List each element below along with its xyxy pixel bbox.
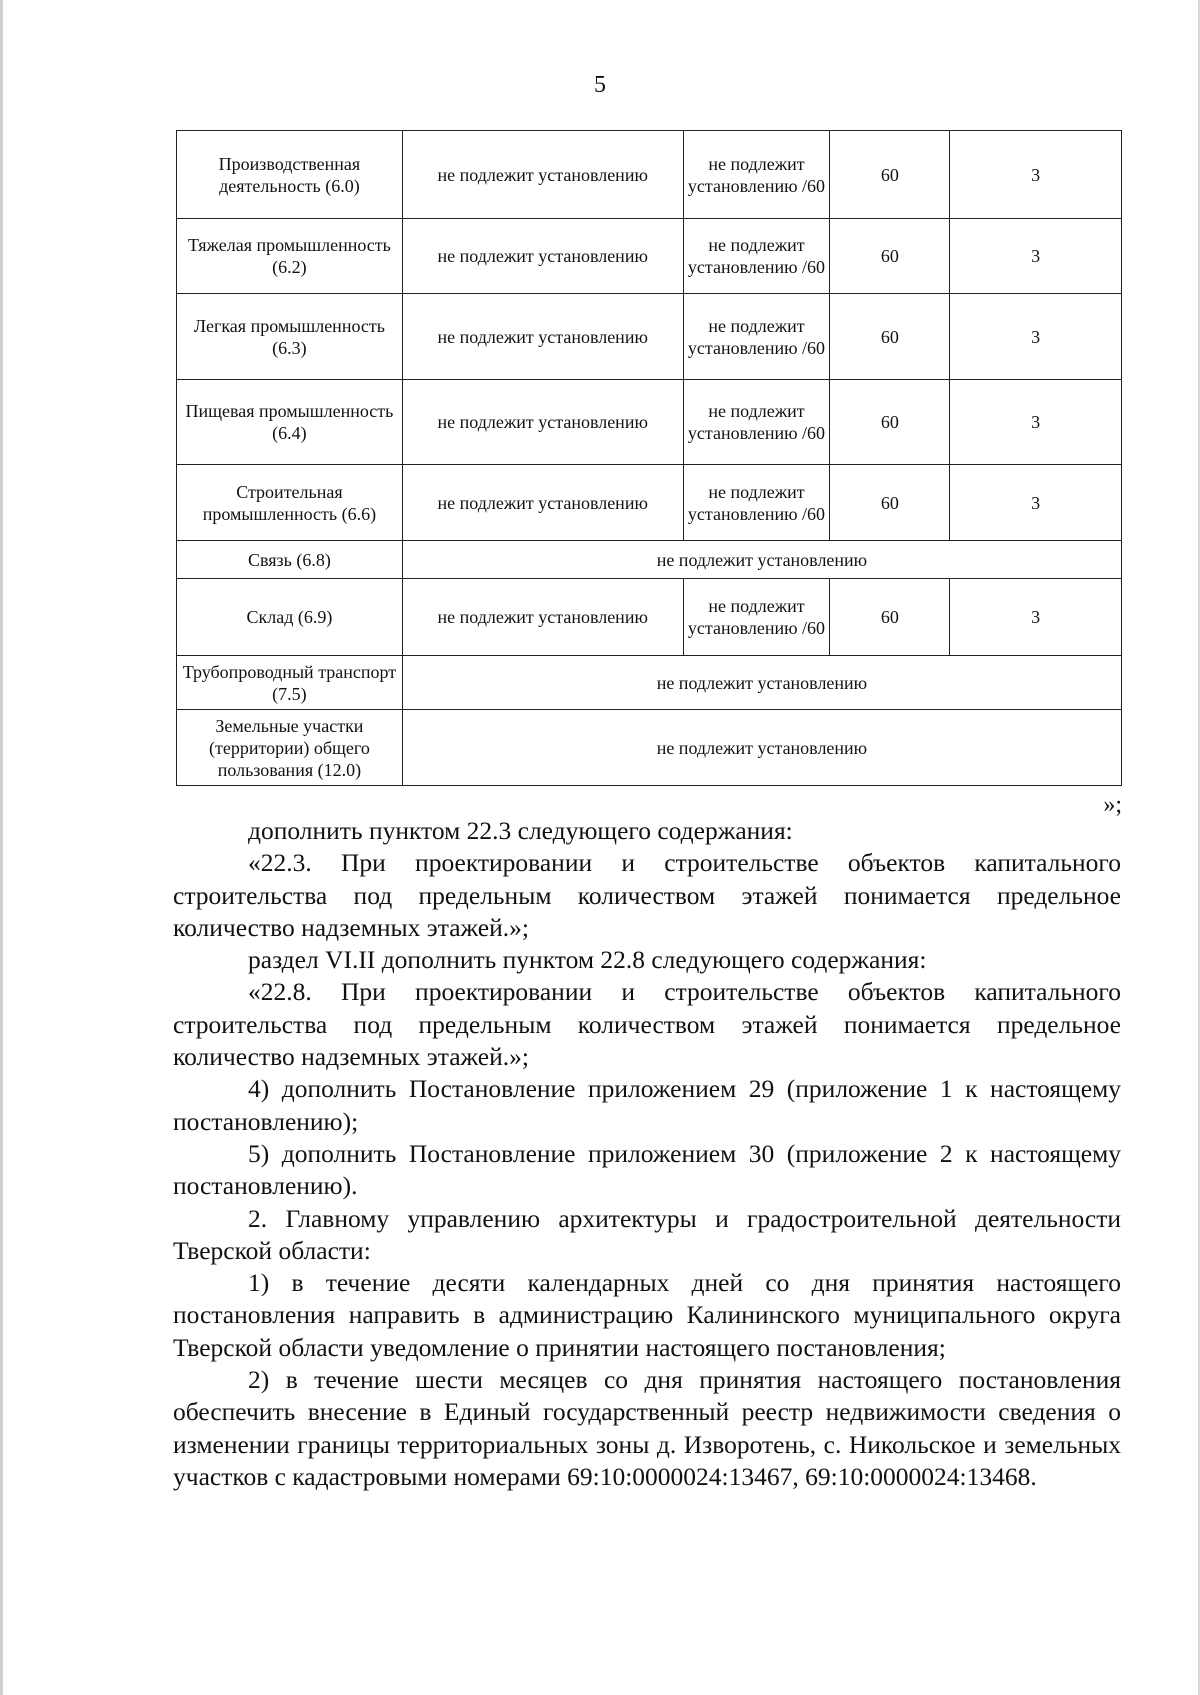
- zone-param-cell: 60: [830, 131, 950, 219]
- zone-param-cell: не подлежит установлению /60: [683, 219, 830, 294]
- zone-param-cell: не подлежит установлению /60: [683, 579, 830, 656]
- zone-merged-cell: не подлежит установлению: [402, 541, 1121, 579]
- zone-param-cell: 3: [950, 294, 1122, 380]
- table-row: [177, 710, 1122, 786]
- zone-name-cell: Пищевая промышленность (6.4): [177, 380, 403, 465]
- zone-param-cell: 3: [950, 579, 1122, 656]
- table-row: [177, 656, 1122, 710]
- zone-name-cell: Склад (6.9): [177, 579, 403, 656]
- zone-param-cell: 3: [950, 465, 1122, 541]
- zone-merged-cell: не подлежит установлению: [402, 710, 1121, 786]
- zone-param-cell: не подлежит установлению /60: [683, 131, 830, 219]
- table-row: [177, 219, 1122, 294]
- zone-param-cell: не подлежит установлению: [402, 465, 683, 541]
- paragraph: «22.8. При проектировании и строительстве объектов капитального строительства под предельным количеством этажей понимается предельное количество надземных этажей.»;: [173, 977, 1121, 1072]
- paragraph: дополнить пунктом 22.3 следующего содержания:: [248, 816, 793, 845]
- zone-param-cell: 60: [830, 380, 950, 465]
- zone-param-cell: не подлежит установлению /60: [683, 465, 830, 541]
- zone-param-cell: не подлежит установлению: [402, 579, 683, 656]
- paragraph: 5) дополнить Постановление приложением 30 (приложение 2 к настоящему постановлению).: [173, 1138, 1121, 1201]
- zone-name-cell: Земельные участки (территории) общего пользования (12.0): [177, 710, 403, 786]
- body-text: [173, 815, 1121, 1493]
- table-row: [177, 541, 1122, 579]
- zone-name-cell: Легкая промышленность (6.3): [177, 294, 403, 380]
- zones-table: [176, 130, 1122, 786]
- table-row: [177, 380, 1122, 465]
- zone-param-cell: 60: [830, 219, 950, 294]
- paragraph: раздел VI.II дополнить пунктом 22.8 следующего содержания:: [248, 945, 927, 975]
- zone-param-cell: 3: [950, 131, 1122, 219]
- table-row: [177, 294, 1122, 380]
- table-row: [177, 579, 1122, 656]
- table-row: [177, 465, 1122, 541]
- paragraph: 2. Главному управлению архитектуры и градостроительной деятельности Тверской области:: [173, 1203, 1121, 1265]
- zone-merged-cell: не подлежит установлению: [402, 656, 1121, 710]
- zone-param-cell: не подлежит установлению /60: [683, 380, 830, 465]
- zone-name-cell: Связь (6.8): [177, 541, 403, 579]
- paragraph: 2) в течение шести месяцев со дня принятия настоящего постановления обеспечить внесение в Единый государственный реестр недвижимости сведения о изменении границы территориальных зоны д. Изворотень, с. Никольское и земельных участков с кадастровыми номерами 69:10:0000024:13467, 69:10:0000024:13468.: [173, 1365, 1121, 1491]
- zone-name-cell: Трубопроводный транспорт (7.5): [177, 656, 403, 710]
- zones-table-body: [177, 131, 1122, 786]
- scan-edge-left: [0, 0, 3, 1695]
- zone-param-cell: 3: [950, 380, 1122, 465]
- zone-param-cell: 60: [830, 294, 950, 380]
- zone-name-cell: Строительная промышленность (6.6): [177, 465, 403, 541]
- zone-name-cell: Тяжелая промышленность (6.2): [177, 219, 403, 294]
- paragraph: 1) в течение десяти календарных дней со дня принятия настоящего постановления направить в администрацию Калининского муниципального округа Тверской области уведомление о принятии настоящего постановления;: [173, 1268, 1121, 1362]
- zone-param-cell: 60: [830, 579, 950, 656]
- zone-param-cell: не подлежит установлению: [402, 219, 683, 294]
- zone-param-cell: 3: [950, 219, 1122, 294]
- zone-param-cell: 60: [830, 465, 950, 541]
- paragraph: 4) дополнить Постановление приложением 29 (приложение 1 к настоящему постановлению);: [173, 1074, 1121, 1136]
- table-row: [177, 131, 1122, 219]
- closing-quote: »;: [1103, 792, 1122, 818]
- zone-param-cell: не подлежит установлению: [402, 294, 683, 380]
- page-number: 5: [594, 72, 606, 98]
- zone-param-cell: не подлежит установлению: [402, 131, 683, 219]
- zone-param-cell: не подлежит установлению: [402, 380, 683, 465]
- paragraph: «22.3. При проектировании и строительстве объектов капитального строительства под предельным количеством этажей понимается предельное количество надземных этажей.»;: [173, 848, 1121, 942]
- zone-name-cell: Производственная деятельность (6.0): [177, 131, 403, 219]
- zone-param-cell: не подлежит установлению /60: [683, 294, 830, 380]
